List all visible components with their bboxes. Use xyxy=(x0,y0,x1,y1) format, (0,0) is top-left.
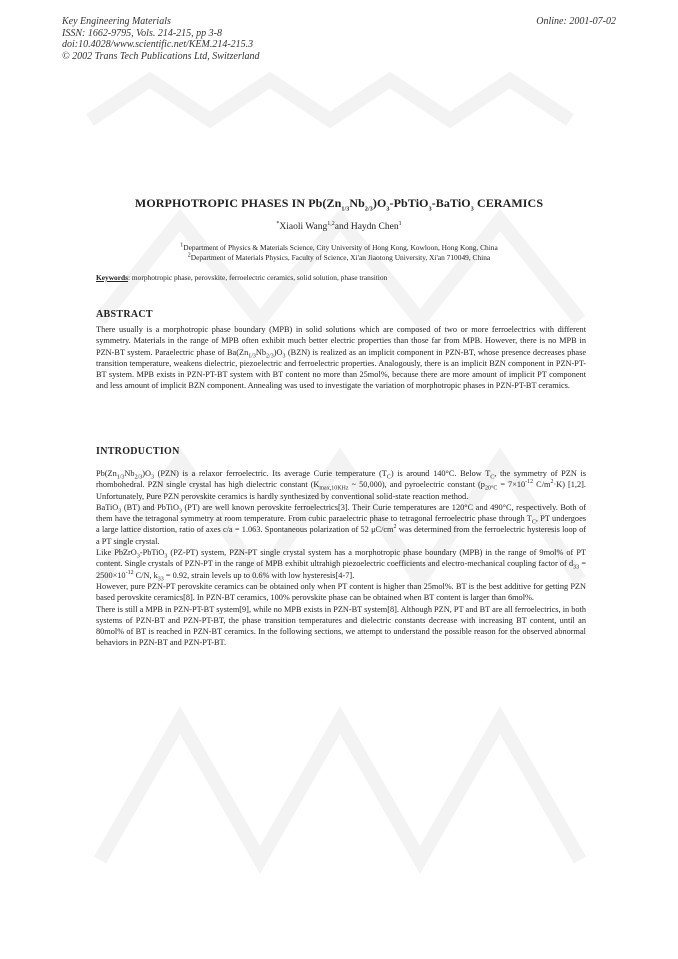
paper-title: MORPHOTROPIC PHASES IN $Pb(Zn_{1/3}Nb_{2/3})O_3-PbTiO_3-BaTiO_3$ CERAMICS xyxy=(134,196,544,213)
abstract-text: There usually is a morphotropic phase boundary (MPB) in solid solutions which are composed of two or more ferroelectrics with different symmetry. Materials in the range of MPB often exhibit much better electric properties than those far from MPB. However, there is no MPB in PZN-BT system. Paraelectric phase of $Ba(Zn_{1/3}Nb_{2/3})O_3$ (BZN) is realized as an implicit component in PZN-BT, whose presence decreases phase transition temperature, weakens dielectric, piezoelectric and ferroelectric properties. Analogously, there is an implicit BZN component in PZN-PT-BT system. MPB exists in PZN-PT-BT system with BT content no more than 25mol%, because there are more amount of implicit PT component and less amount of implicit BZN component. Annealing was used to investigate the variation of morphotropic phases in PZN-PT-BT ceramics. xyxy=(96,325,587,391)
issn-line: ISSN: 1662-9795, Vols. 214-215, pp 3-8 xyxy=(62,27,222,39)
keywords-label: Keywords xyxy=(96,273,129,282)
intro-paragraph-1: $Pb(Zn_{1/3}Nb_{2/3})O_3$ (PZN) is a relaxor ferroelectric. Its average Curie temperature $(T_C)$ is around 140°C. Below $T_C$, the symmetry of PZN is rhombohedral. PZN single crystal has high dielectric constant ($K_{max,10KHz}$ ~ 50,000), and pyroelectric constant ($p_{20^\circ C} = 7\times 10^{-12}$ $C/m^2\cdot K$) [1,2]. Unfortunately, Pure PZN perovskite ceramics is hardly synthesized by conventional solid-state reaction method. xyxy=(96,469,586,501)
intro-paragraph-3: Like PbZrO$_3$-PbTiO$_3$ (PZ-PT) system, PZN-PT single crystal system has a morphotropic phase boundary (MPB) in the range of 9mol% of PT content. Single crystals of PZN-PT in the range of MPB exhibit ultrahigh piezoelectric coefficients and electro-mechanical coupling factor of $d_{33} = 2500\times 10^{-12}$ C/N, $k_{33} = 0.92$, strain levels up to 0.6% with low hysteresis[4-7]. xyxy=(96,548,586,583)
affiliation-1: $^1$Department of Physics & Materials Science, City University of Hong Kong, Kowloon, Hong Kong, China xyxy=(180,242,498,252)
intro-paragraph-5: There is still a MPB in PZN-PT-BT system[9], while no MPB exists in PZN-BT system[8]. Although PZN, PT and BT are all ferroelectrics, in both systems of PZN-BT and PZN-PT-BT, the phase transition temperatures and dielectric constants decrease with increasing BT content, until an 80mol% of BT is reached in PZN-BT ceramics. In the following sections, we attempt to understand the possible reason for the observed abnormal behaviors in PZN-BT and PZN-PT-BT. xyxy=(96,604,586,648)
journal-name: Key Engineering Materials xyxy=(62,16,171,27)
introduction-text xyxy=(96,468,586,649)
journal-header xyxy=(62,16,392,62)
intro-paragraph-2: BaTiO$_3$ (BT) and PbTiO$_3$ (PT) are well known perovskite ferroelectrics[3]. Their Curie temperatures are 120°C and 490°C, respectively. Both of them have the tetragonal symmetry at room temperature. From cubic paraelectric phase to tetragonal ferroelectric phase through $T_C$, PT undergoes a large lattice distortion, ratio of axes c/a = 1.063. Spontaneous polarization of 52 $\mu C/cm^2$ was determined from the ferroelectric hysteresis loop of a PT single crystal. xyxy=(96,502,586,546)
keywords-text: : morphotropic phase, perovskite, ferroelectric ceramics, solid solution, phase transition xyxy=(128,273,388,282)
introduction-heading: INTRODUCTION xyxy=(96,446,180,457)
intro-paragraph-4: However, pure PZN-PT perovskite ceramics can be obtained only when PT content is higher than 25mol%. BT is the best additive for getting PZN based perovskite ceramics[8]. In PZN-BT ceramics, 100% perovskite phase can be obtained when BT content is larger than 6mol%. xyxy=(96,581,586,603)
copyright-line: © 2002 Trans Tech Publications Ltd, Switzerland xyxy=(62,50,260,62)
abstract-heading: ABSTRACT xyxy=(96,309,153,320)
keywords-line xyxy=(96,273,596,282)
affiliations xyxy=(62,243,616,264)
online-date: Online: 2001-07-02 xyxy=(536,16,616,27)
affiliation-2: $^2$Department of Materials Physics, Faculty of Science, Xi'an Jiaotong University, Xi'an 710049, China xyxy=(187,252,491,263)
paper-authors: *Xiaoli Wang$^{1,2}$and Haydn Chen$^1$ xyxy=(276,220,402,232)
doi-line: doi:10.4028/www.scientific.net/KEM.214-215.3 xyxy=(62,39,254,51)
